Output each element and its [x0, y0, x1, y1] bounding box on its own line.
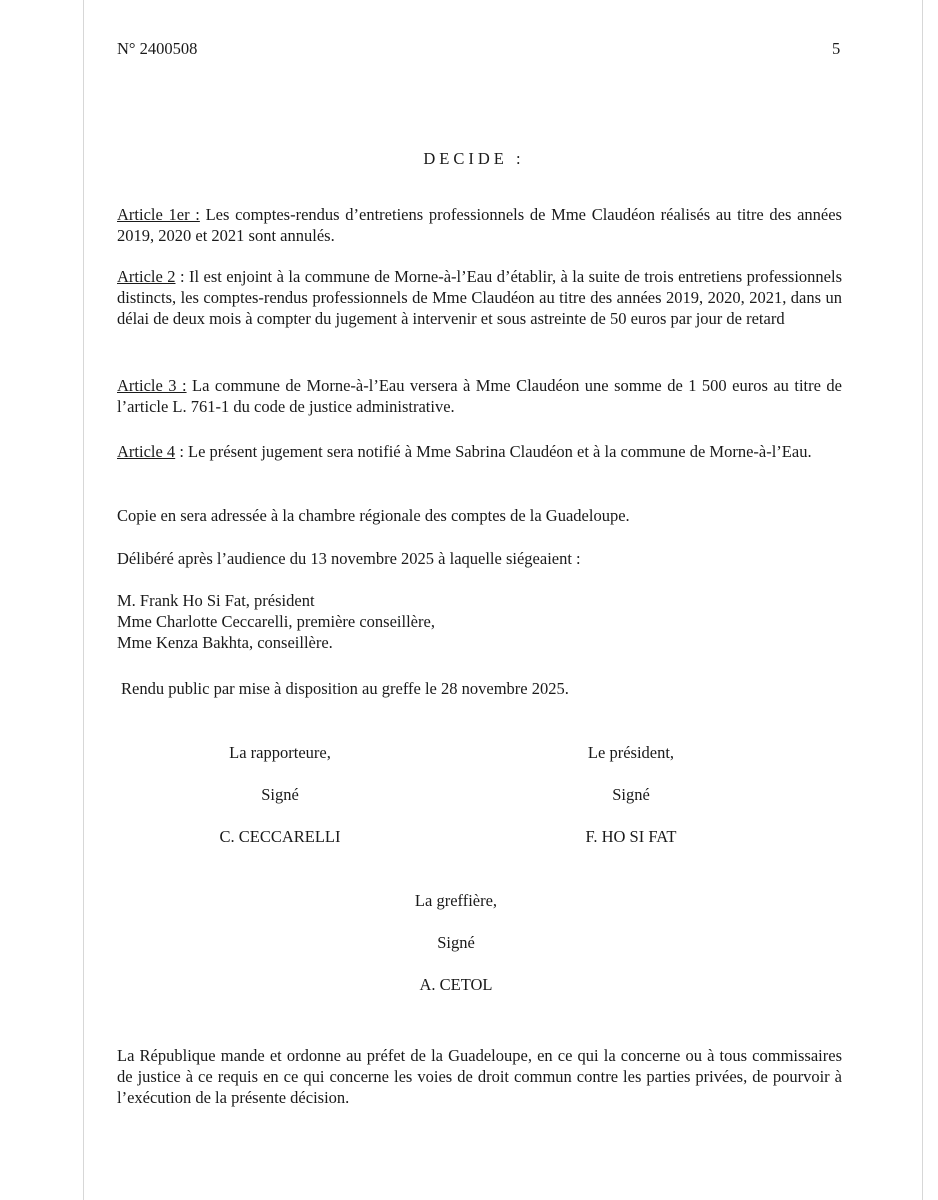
signature-role: Le président,	[587, 743, 675, 762]
signature-name: A. CETOL	[419, 975, 493, 994]
signature-name: C. CECCARELLI	[219, 827, 341, 846]
signature-block-greffiere	[326, 890, 586, 995]
article-3-label: Article 3 :	[117, 376, 187, 395]
enforcement-formula: La République mande et ordonne au préfet de la Guadeloupe, en ce qui la concerne ou à tous commissaires de justice à ce requis en ce qui concerne les voies de droit commun contre les parties privées, de pourvoir à l’exécution de la présente décision.	[117, 1046, 842, 1107]
page-right-edge	[922, 0, 923, 1200]
signature-status: Signé	[261, 785, 299, 804]
article-4	[117, 441, 842, 462]
article-2-text: : Il est enjoint à la commune de Morne-à-l’Eau d’établir, à la suite de trois entretiens professionnels distincts, les comptes-rendus professionnels de Mme Claudéon au titre des années 2019, 2020, 2021, dans un délai de deux mois à compter du jugement à intervenir et sous astreinte de 50 euros par jour de retard	[117, 267, 842, 328]
article-2	[117, 266, 842, 329]
decision-title: DECIDE :	[423, 149, 525, 168]
copy-notice: Copie en sera adressée à la chambre régionale des comptes de la Guadeloupe.	[117, 506, 630, 525]
case-number: N° 2400508	[117, 39, 198, 58]
signature-status: Signé	[437, 933, 475, 952]
article-1	[117, 204, 842, 246]
signature-role: La rapporteure,	[229, 743, 331, 762]
signature-status: Signé	[612, 785, 650, 804]
members-list	[117, 590, 842, 653]
page-number: 5	[832, 39, 841, 58]
article-4-text: : Le présent jugement sera notifié à Mme Sabrina Claudéon et à la commune de Morne-à-l’Eau.	[175, 442, 812, 461]
page-left-edge	[83, 0, 84, 1200]
deliberation-statement: Délibéré après l’audience du 13 novembre 2025 à laquelle siégeaient :	[117, 549, 581, 568]
article-3	[117, 375, 842, 417]
member-item: M. Frank Ho Si Fat, président	[117, 591, 315, 610]
article-1-label: Article 1er :	[117, 205, 200, 224]
signature-block-president	[501, 742, 761, 847]
member-item: Mme Charlotte Ceccarelli, première conseillère,	[117, 612, 435, 631]
article-1-text: Les comptes-rendus d’entretiens professionnels de Mme Claudéon réalisés au titre des années 2019, 2020 et 2021 sont annulés.	[117, 205, 842, 245]
article-2-label: Article 2	[117, 267, 176, 286]
article-3-text: La commune de Morne-à-l’Eau versera à Mme Claudéon une somme de 1 500 euros au titre de l’article L. 761-1 du code de justice administrative.	[117, 376, 842, 416]
signature-role: La greffière,	[414, 891, 498, 910]
signature-name: F. HO SI FAT	[585, 827, 677, 846]
signature-block-rapporteure	[150, 742, 410, 847]
article-4-label: Article 4	[117, 442, 176, 461]
member-item: Mme Kenza Bakhta, conseillère.	[117, 633, 333, 652]
publication-statement: Rendu public par mise à disposition au greffe le 28 novembre 2025.	[121, 679, 569, 698]
